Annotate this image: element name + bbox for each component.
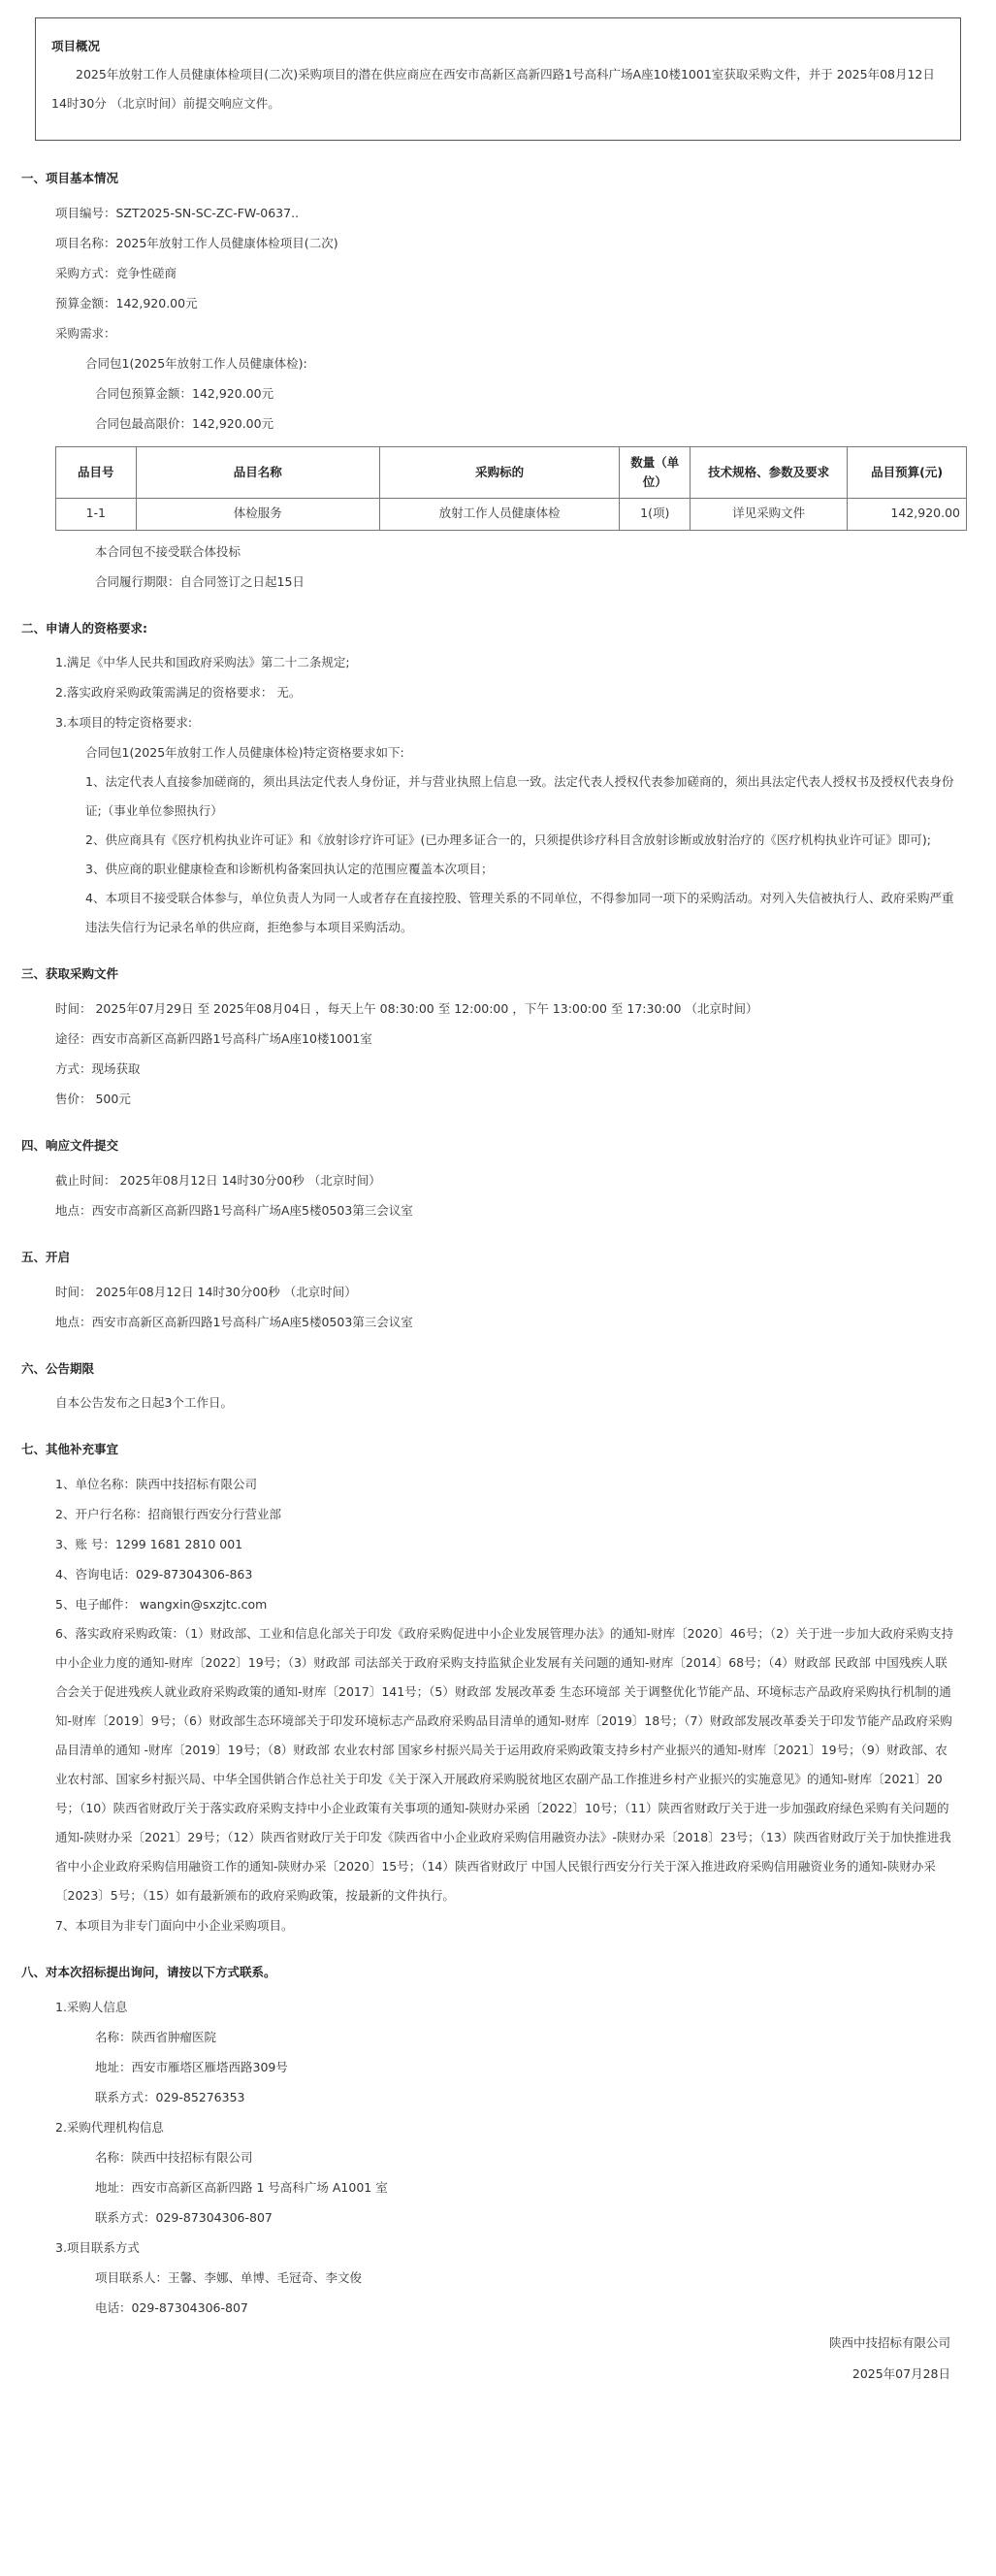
specific-qualification-item: 4、本项目不接受联合体参与，单位负责人为同一人或者存在直接控股、管理关系的不同单位，不得参加同一项下的采购活动。对列入失信被执行人、政府采购严重违法失信行为记录名单的供应商，拒绝参与本项目采购活动。 <box>85 891 954 935</box>
project-number: 项目编号：SZT2025-SN-SC-ZC-FW-0637.. <box>55 205 300 220</box>
account-number: 3、账 号：1299 1681 2810 001 <box>55 1537 243 1551</box>
package-max-price: 合同包最高限价：142,920.00元 <box>95 415 274 431</box>
notice-period: 自本公告发布之日起3个工作日。 <box>55 1395 233 1411</box>
no-joint-bid-note: 本合同包不接受联合体投标 <box>95 543 241 559</box>
section-title-obtain-documents: 三、获取采购文件 <box>21 966 119 982</box>
table-cell: 详见采购文件 <box>691 498 848 530</box>
project-name: 项目名称：2025年放射工作人员健康体检项目(二次) <box>55 235 338 250</box>
table-header-cell: 品目名称 <box>136 446 379 498</box>
table-cell: 1(项) <box>620 498 691 530</box>
table-header-cell: 数量（单位） <box>620 446 691 498</box>
agency-phone: 联系方式：029-87304306-807 <box>95 2209 273 2225</box>
obtain-location: 途径：西安市高新区高新四路1号高科广场A座10楼1001室 <box>55 1031 372 1046</box>
specific-qualification-item: 2、供应商具有《医疗机构执业许可证》和《放射诊疗许可证》(已办理多证合一的，只须提供诊疗科目含放射诊断或放射治疗的《医疗机构执业许可证》即可); <box>85 832 931 848</box>
document-price: 售价： 500元 <box>55 1092 131 1106</box>
package-budget: 合同包预算金额：142,920.00元 <box>95 385 274 401</box>
agency-info-title: 2.采购代理机构信息 <box>55 2119 164 2135</box>
project-contact-title: 3.项目联系方式 <box>55 2239 140 2255</box>
company-name: 1、单位名称：陕西中技招标有限公司 <box>55 1477 257 1491</box>
obtain-time: 时间： 2025年07月29日 至 2025年08月04日 ，每天上午 08:30:00 至 12:00:00 ，下午 13:00:00 至 17:30:00 （北京时间） <box>55 1001 758 1016</box>
qualification-item: 1.满足《中华人民共和国政府采购法》第二十二条规定; <box>55 655 350 670</box>
table-header-cell: 品目预算(元) <box>848 446 967 498</box>
specific-qualification-item: 1、法定代表人直接参加磋商的，须出具法定代表人身份证，并与营业执照上信息一致。法定代表人授权代表参加磋商的，须出具法定代表人授权书及授权代表身份证;（事业单位参照执行） <box>85 774 954 819</box>
procurement-method: 采购方式：竞争性磋商 <box>55 265 177 280</box>
section-title-basic-info: 一、项目基本情况 <box>21 170 119 185</box>
opening-location: 地点：西安市高新区高新四路1号高科广场A座5楼0503第三会议室 <box>55 1314 413 1329</box>
section-title-qualifications: 二、申请人的资格要求: <box>21 620 147 636</box>
table-row <box>56 498 967 530</box>
qualification-item: 2.落实政府采购政策需满足的资格要求： 无。 <box>55 685 302 701</box>
inquiry-phone: 4、咨询电话：029-87304306-863 <box>55 1567 253 1581</box>
agency-name: 名称：陕西中技招标有限公司 <box>95 2149 253 2165</box>
submission-location: 地点：西安市高新区高新四路1号高科广场A座5楼0503第三会议室 <box>55 1202 413 1218</box>
section-title-contact: 八、对本次招标提出询问，请按以下方式联系。 <box>21 1965 276 1979</box>
opening-time: 时间： 2025年08月12日 14时30分00秒 （北京时间） <box>55 1284 357 1299</box>
section-title-other-matters: 七、其他补充事宜 <box>21 1442 119 1457</box>
obtain-method: 方式：现场获取 <box>55 1061 141 1076</box>
table-header-cell: 采购标的 <box>379 446 619 498</box>
footer-company: 陕西中技招标有限公司 <box>828 2334 950 2350</box>
table-header-cell: 品目号 <box>56 446 137 498</box>
specific-qualification-title: 合同包1(2025年放射工作人员健康体检)特定资格要求如下: <box>85 745 404 761</box>
budget-amount: 预算金额：142,920.00元 <box>55 295 198 310</box>
table-header-row <box>56 446 967 498</box>
project-contacts: 项目联系人：王馨、李娜、单博、毛冠奇、李文俊 <box>95 2269 363 2285</box>
section-title-opening: 五、开启 <box>21 1249 71 1264</box>
submission-deadline: 截止时间： 2025年08月12日 14时30分00秒 （北京时间） <box>55 1172 381 1188</box>
bank-name: 2、开户行名称：招商银行西安分行营业部 <box>55 1507 281 1521</box>
package-title: 合同包1(2025年放射工作人员健康体检): <box>85 355 307 371</box>
purchaser-address: 地址：西安市雁塔区雁塔西路309号 <box>95 2059 288 2074</box>
qualification-item: 3.本项目的特定资格要求: <box>55 715 193 731</box>
table-header-cell: 技术规格、参数及要求 <box>691 446 848 498</box>
procurement-needs-label: 采购需求： <box>55 325 116 341</box>
sme-note: 7、本项目为非专门面向中小企业采购项目。 <box>55 1918 294 1933</box>
project-phone: 电话：029-87304306-807 <box>95 2299 248 2315</box>
purchaser-phone: 联系方式：029-85276353 <box>95 2089 245 2104</box>
table-cell: 体检服务 <box>136 498 379 530</box>
section-title-notice-period: 六、公告期限 <box>21 1360 95 1376</box>
email: 5、电子邮件： wangxin@sxzjtc.com <box>55 1597 268 1612</box>
table-cell: 142,920.00 <box>848 498 967 530</box>
table-cell: 放射工作人员健康体检 <box>379 498 619 530</box>
contract-period: 合同履行期限：自合同签订之日起15日 <box>95 573 305 589</box>
overview-title: 项目概况 <box>51 39 101 53</box>
items-table <box>55 446 967 531</box>
specific-qualification-item: 3、供应商的职业健康检查和诊断机构备案回执认定的范围应覆盖本次项目； <box>85 862 494 877</box>
overview-text: 2025年放射工作人员健康体检项目(二次)采购项目的潜在供应商应在西安市高新区高新四路1号高科广场A座10楼1001室获取采购文件，并于 2025年08月12日 14时30分 （北京时间）前提交响应文件。 <box>51 66 935 111</box>
procurement-policy: 6、落实政府采购政策：（1）财政部、工业和信息化部关于印发《政府采购促进中小企业发展管理办法》的通知-财库〔2020〕46号；（2）关于进一步加大政府采购支持中小企业力度的通知-财库〔2022〕19号；（3）财政部 司法部关于政府采购支持监狱企业发展有关问题的通知-财库〔2014〕68号；（4）财政部 民政部 中国残疾人联合会关于促进残疾人就业政府采购政策的通知-财库〔2017〕141号；（5）财政部 发展改革委 生态环境部 关于调整优化节能产品、环境标志产品政府采购执行机制的通知-财库〔2019〕9号；（6）财政部生态环境部关于印发环境标志产品政府采购品目清单的通知-财库〔2019〕18号；（7）财政部发展改革委关于印发节能产品政府采购品目清单的通知 -财库〔2019〕19号；（8）财政部 农业农村部 国家乡村振兴局关于运用政府采购政策支持乡村产业振兴的通知-财库〔2021〕19号；（9）财政部、农业农村部、国家乡村振兴局、中华全国供销合作总社关于印发《关于深入开展政府采购脱贫地区农副产品工作推进乡村产业振兴的实施意见》的通知-财库〔2021〕20号；（10）陕西省财政厅关于落实政府采购支持中小企业政策有关事项的通知-陕财办采函〔2022〕10号；（11）陕西省财政厅关于进一步加强政府绿色采购有关问题的通知-陕财办采〔2021〕29号；（12）陕西省财政厅关于印发《陕西省中小企业政府采购信用融资办法》-陕财办采〔2018〕23号；（13）陕西省财政厅关于加快推进我省中小企业政府采购信用融资工作的通知-陕财办采〔2020〕15号；（14）陕西省财政厅 中国人民银行西安分行关于深入推进政府采购信用融资业务的通知-陕财办采〔2023〕5号；（15）如有最新颁布的政府采购政策，按最新的文件执行。 <box>55 1626 954 1903</box>
section-title-submission: 四、响应文件提交 <box>21 1138 119 1153</box>
purchaser-info-title: 1.采购人信息 <box>55 1999 128 2014</box>
purchaser-name: 名称：陕西省肿瘤医院 <box>95 2029 217 2044</box>
overview-box <box>35 17 961 141</box>
table-cell: 1-1 <box>56 498 137 530</box>
footer-date: 2025年07月28日 <box>851 2365 950 2381</box>
agency-address: 地址：西安市高新区高新四路 1 号高科广场 A1001 室 <box>95 2179 388 2195</box>
